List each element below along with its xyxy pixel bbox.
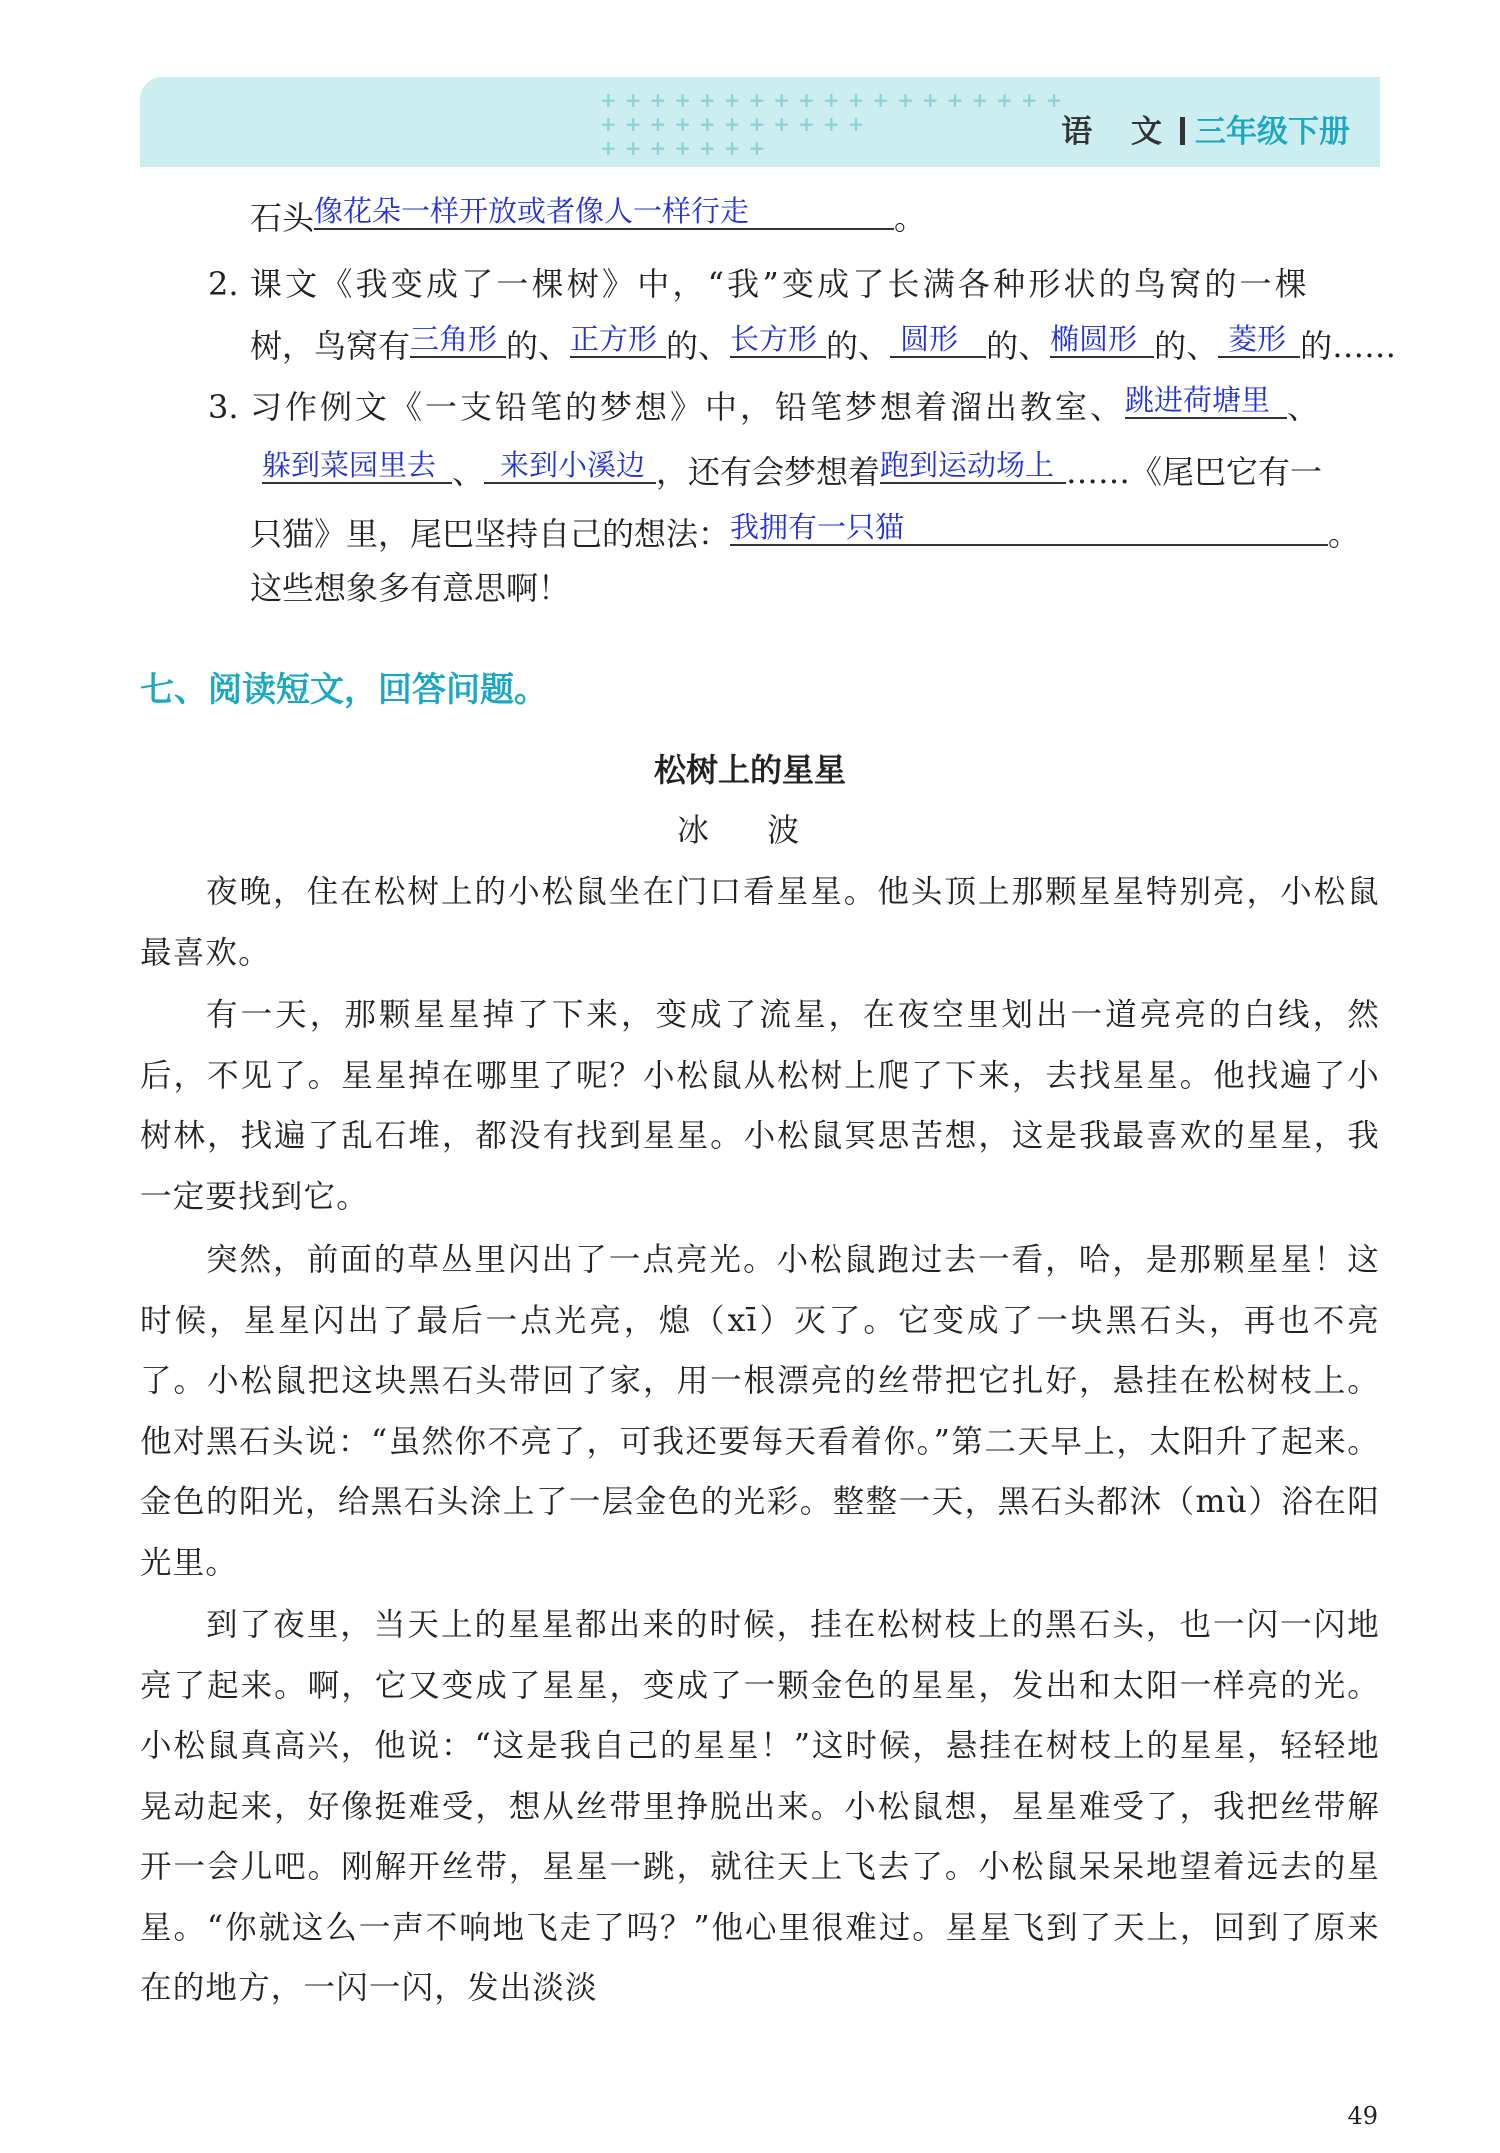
q3-answer-5: 我拥有一只猫 (730, 510, 1328, 546)
q1-suffix: 。 (894, 199, 927, 237)
q2-number: 2. (208, 265, 239, 303)
header-decoration: +++++++++++++++++++ (600, 88, 1071, 112)
q3-sep: 、 (452, 453, 485, 491)
grade-label: 三年级下册 (1195, 114, 1350, 150)
header-decoration: +++++++++++ (600, 112, 873, 136)
q3-answer-4: 跑到运动场上 (880, 448, 1066, 484)
q2-line2-prefix: 树，鸟窝有 (250, 327, 411, 365)
q3-text: 习作例文《一支铅笔的梦想》中，铅笔梦想着溜出教室、 (250, 388, 1126, 426)
q3-sep: 、 (1287, 388, 1320, 426)
header-divider (1180, 117, 1185, 145)
q3-mid: ，还有会梦想着 (656, 453, 881, 491)
q3-after: ……《尾巴它有一 (1066, 453, 1323, 491)
article-paragraph: 突然，前面的草丛里闪出了一点亮光。小松鼠跑过去一看，哈，是那颗星星！这时候，星星闪出了最后一点光亮，熄（xī）灭了。它变成了一块黑石头，再也不亮了。小松鼠把这块黑石头带回了家，用一根漂亮的丝带把它扎好，悬挂在松树枝上。他对黑石头说：“虽然你不亮了，可我还要每天看着你。”第二天早上，太阳升了起来。金色的阳光，给黑石头涂上了一层金色的光彩。整整一天，黑石头都沐（mù）浴在阳光里。 (140, 1242, 1380, 1581)
q2-joiner: 的、 (826, 327, 891, 365)
header-label (1061, 112, 1350, 152)
article-paragraph: 有一天，那颗星星掉了下来，变成了流星，在夜空里划出一道亮亮的白线，然后，不见了。星星掉在哪里了呢？小松鼠从松树上爬了下来，去找星星。他找遍了小树林，找遍了乱石堆，都没有找到星星。小松鼠冥思苦想，这是我最喜欢的星星，我一定要找到它。 (140, 997, 1380, 1215)
q2-joiner: 的、 (1154, 327, 1219, 365)
q3-line4 (140, 566, 1380, 610)
q2-joiner-last: 的…… (1300, 327, 1397, 365)
q3-closing: 这些想象多有意思啊！ (250, 569, 571, 607)
q3-answer-3: 来到小溪边 (484, 448, 656, 484)
q2-answer: 正方形 (570, 322, 666, 358)
q2-joiner: 的、 (506, 327, 571, 365)
header-decoration: +++++++ (600, 136, 774, 160)
q1-tail-line (140, 196, 1380, 240)
q1-prefix: 石头 (250, 199, 315, 237)
q3-answer-2: 躲到菜园里去 (262, 448, 452, 484)
q2-answer: 椭圆形 (1050, 322, 1154, 358)
q2-answer: 长方形 (730, 322, 826, 358)
q3-line1 (140, 385, 1380, 429)
q2-answer: 圆形 (890, 322, 986, 358)
section-title: 七、阅读短文，回答问题。 (140, 670, 548, 710)
q2-line2 (140, 322, 1397, 368)
q3-answer-1: 跳进荷塘里 (1125, 383, 1287, 419)
article-paragraph: 夜晚，住在松树上的小松鼠坐在门口看星星。他头顶上那颗星星特别亮，小松鼠最喜欢。 (140, 874, 1380, 971)
q3-line2 (140, 450, 1380, 494)
q3-line3-text: 只猫》里，尾巴坚持自己的想法： (250, 515, 731, 553)
subject-label: 语 文 (1061, 114, 1176, 150)
article-author: 冰 波 (676, 811, 824, 849)
q2-answer: 菱形 (1218, 322, 1300, 358)
q1-answer: 像花朵一样开放或者像人一样行走 (314, 194, 894, 230)
article-paragraph: 到了夜里，当天上的星星都出来的时候，挂在松树枝上的黑石头，也一闪一闪地亮了起来。啊，它又变成了星星，变成了一颗金色的星星，发出和太阳一样亮的光。小松鼠真高兴，他说：“这是我自己的星星！”这时候，悬挂在树枝上的星星，轻轻地晃动起来，好像挺难受，想从丝带里挣脱出来。小松鼠想，星星难受了，我把丝带解开一会儿吧。刚解开丝带，星星一跳，就往天上飞去了。小松鼠呆呆地望着远去的星星。“你就这么一声不响地飞走了吗？”他心里很难过。星星飞到了天上，回到了原来在的地方，一闪一闪，发出淡淡 (140, 1607, 1380, 2006)
q3-number: 3. (208, 388, 239, 426)
article-title: 松树上的星星 (653, 751, 846, 789)
q2-answer: 三角形 (410, 322, 506, 358)
q2-joiner: 的、 (666, 327, 731, 365)
q2-joiner: 的、 (986, 327, 1051, 365)
q3-line3-end: 。 (1328, 515, 1361, 553)
q2-text: 课文《我变成了一棵树》中，“我”变成了长满各种形状的鸟窝的一棵 (250, 265, 1310, 303)
q2-line1 (140, 262, 1380, 306)
q3-line3 (140, 512, 1380, 556)
page-number: 49 (1347, 2102, 1378, 2130)
